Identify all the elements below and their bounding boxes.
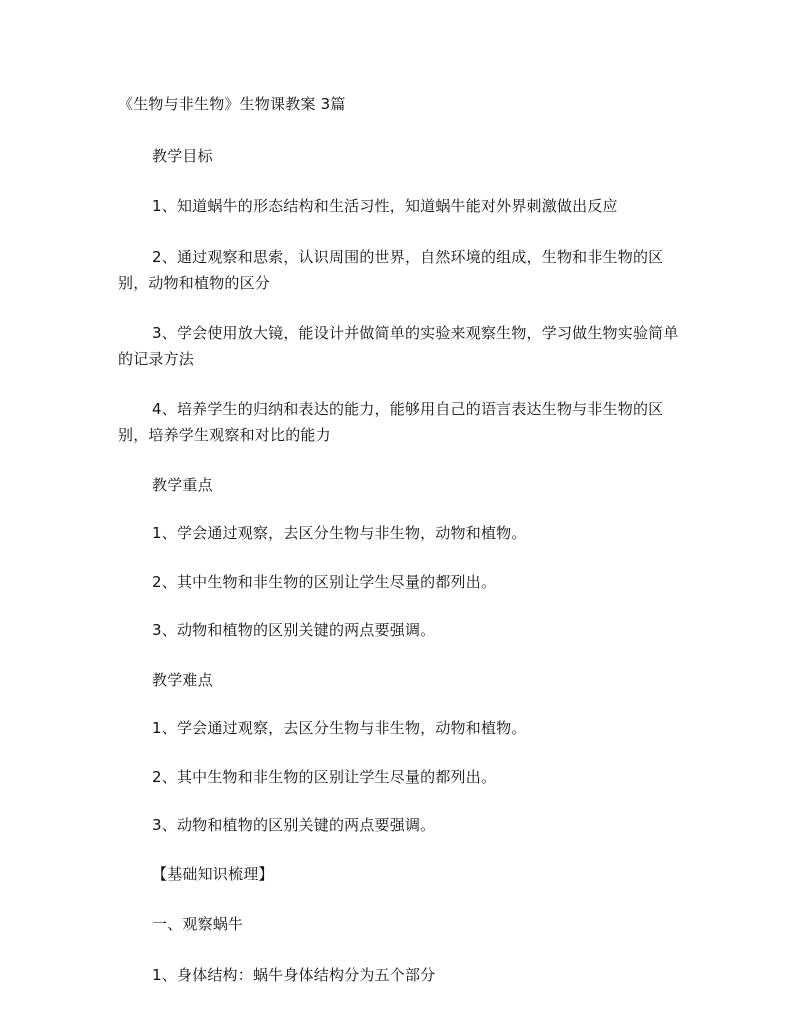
subheading-observe-snail: 一、观察蜗牛: [152, 915, 244, 933]
knowledge-heading: 【基础知识梳理】: [152, 865, 274, 883]
objective-item-1: 1、知道蜗牛的形态结构和生活习性，知道蜗牛能对外界刺激做出反应: [152, 197, 618, 215]
document-title: 《生物与非生物》生物课教案 3篇: [118, 95, 346, 113]
section-heading-objectives: 教学目标: [152, 147, 213, 165]
objective-item-3: 3、学会使用放大镜，能设计并做简单的实验来观察生物，学习做生物实验简单的记录方法: [118, 324, 679, 368]
objective-item-4: 4、培养学生的归纳和表达的能力，能够用自己的语言表达生物与非生物的区别，培养学生观察和对比的能力: [118, 400, 664, 444]
key-point-item-3: 3、动物和植物的区别关键的两点要强调。: [152, 621, 436, 639]
body-structure-item: 1、身体结构：蜗牛身体结构分为五个部分: [152, 966, 436, 984]
section-heading-difficulties: 教学难点: [152, 671, 213, 689]
section-heading-key-points: 教学重点: [152, 476, 213, 494]
key-point-item-2: 2、其中生物和非生物的区别让学生尽量的都列出。: [152, 573, 497, 591]
objective-item-2: 2、通过观察和思索，认识周围的世界，自然环境的组成，生物和非生物的区别，动物和植物的区分: [118, 248, 664, 292]
difficulty-item-1: 1、学会通过观察，去区分生物与非生物，动物和植物。: [152, 719, 527, 737]
difficulty-item-2: 2、其中生物和非生物的区别让学生尽量的都列出。: [152, 768, 497, 786]
difficulty-item-3: 3、动物和植物的区别关键的两点要强调。: [152, 816, 436, 834]
key-point-item-1: 1、学会通过观察，去区分生物与非生物，动物和植物。: [152, 524, 527, 542]
